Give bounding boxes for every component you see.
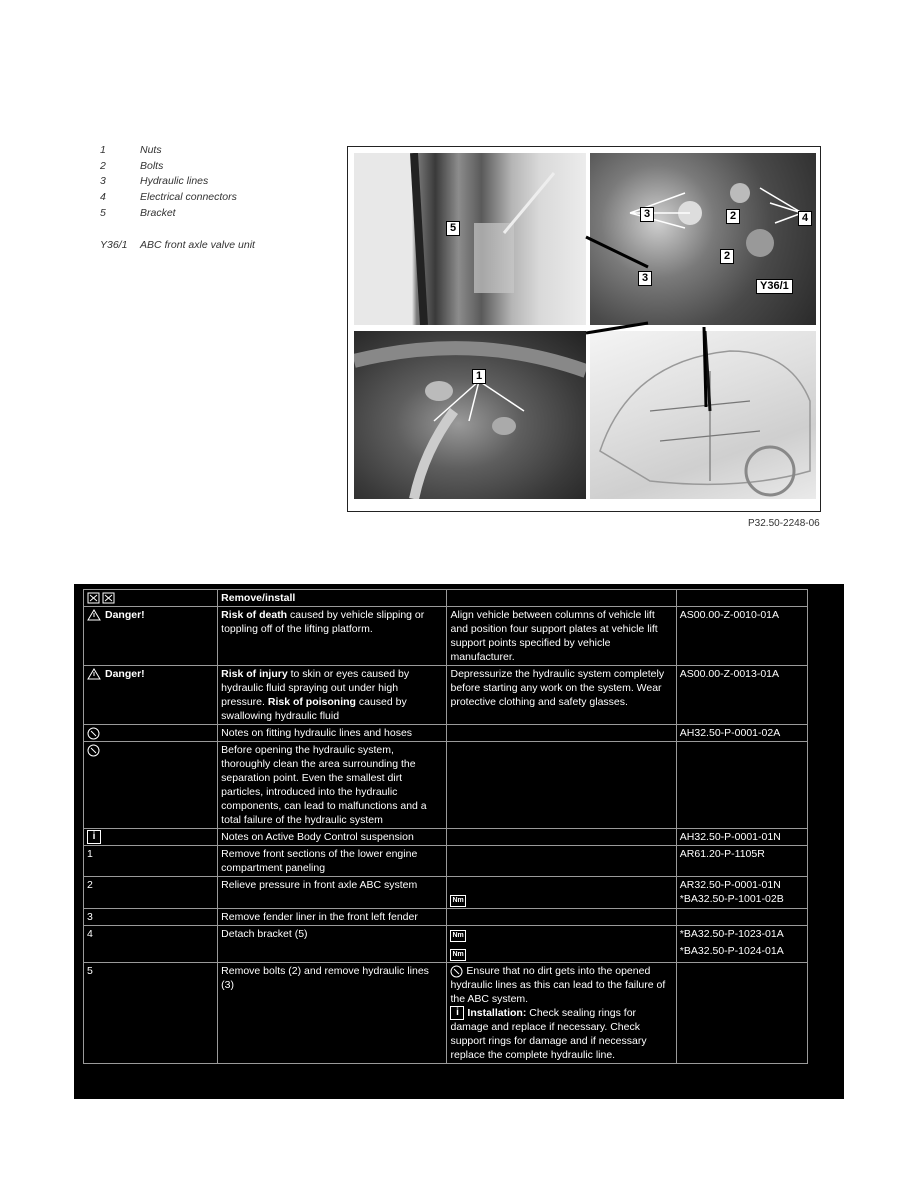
legend-item (100, 174, 255, 190)
step-text: Detach bracket (5) (218, 926, 447, 963)
risk-bold: Risk of injury (221, 668, 288, 680)
action-text: Depressurize the hydraulic system completely before starting any work on the system. Wear protective clothing and safety glasses. (447, 666, 676, 725)
reference-code[interactable]: *BA32.50-P-1001-02B (679, 893, 784, 906)
table-row (84, 926, 808, 963)
callout-y36-1: Y36/1 (756, 279, 793, 294)
legend-label: Hydraulic lines (140, 175, 209, 188)
torque-nm-icon: Nm (450, 949, 465, 961)
reference-code[interactable]: *BA32.50-P-1023-01A (679, 928, 784, 941)
note-text: Before opening the hydraulic system, thoroughly clean the area surrounding the separation point. Even the smallest dirt particles, introduced into the hydraulic components, can lead to malfunctions and a total failure of the hydraulic system (218, 742, 447, 829)
table-row (84, 666, 808, 725)
legend-item (100, 158, 255, 174)
torque-nm-icon: Nm (450, 930, 465, 942)
risk-bold: Risk of poisoning (267, 696, 356, 708)
table-row (84, 963, 808, 1064)
warning-icon (87, 668, 101, 680)
action-text: Check sealing rings for damage and replace if necessary. Check support rings for damage and if necessary replace the complete hydraulic line. (450, 1007, 647, 1062)
table-row (84, 846, 808, 877)
legend (100, 142, 255, 253)
reference-code[interactable]: AR32.50-P-0001-01N (679, 879, 781, 892)
step-number: 5 (84, 963, 218, 1064)
callout-2b: 2 (720, 249, 734, 264)
step-number: 3 (84, 909, 218, 926)
legend-item (100, 205, 255, 221)
figure-code: P32.50-2248-06 (748, 518, 820, 529)
risk-text: caused by swallowing hydraulic fluid (221, 696, 407, 722)
torque-nm-icon: Nm (450, 895, 465, 907)
legend-num: 4 (100, 191, 106, 204)
legend-num: 1 (100, 143, 106, 156)
note-circle-icon (87, 727, 100, 740)
figure-connector-lines (348, 147, 822, 513)
reference-code[interactable]: *BA32.50-P-1024-01A (679, 945, 784, 958)
note-circle-icon (450, 965, 463, 978)
action-text: Align vehicle between columns of vehicle lift and position four support plates at vehicle lift support points specified by vehicle manufacturer. (447, 607, 676, 666)
risk-text: caused by vehicle slipping or toppling off of the lifting platform. (221, 609, 425, 635)
step-text: Relieve pressure in front axle ABC system (218, 877, 447, 909)
step-number: 2 (84, 877, 218, 909)
warning-icon (87, 609, 101, 621)
remove-install-icon (87, 592, 115, 604)
legend-num: 5 (100, 207, 106, 220)
installation-label: Installation: (467, 1007, 527, 1020)
callout-4: 4 (798, 211, 812, 226)
figure (347, 146, 821, 512)
table-row (84, 909, 808, 926)
danger-label: Danger! (105, 668, 145, 680)
legend-item (100, 189, 255, 205)
callout-5: 5 (446, 221, 460, 236)
risk-bold: Risk of death (221, 609, 288, 621)
callout-3b: 3 (638, 271, 652, 286)
table-row (84, 742, 808, 829)
table-row (84, 829, 808, 846)
callout-1: 1 (472, 369, 486, 384)
legend-component (100, 237, 255, 253)
legend-label: Bolts (140, 159, 164, 172)
legend-label: Bracket (140, 207, 176, 220)
action-text: Ensure that no dirt gets into the opened hydraulic lines as this can lead to the failure of the ABC system. (450, 965, 666, 1006)
step-text: Remove fender liner in the front left fender (218, 909, 447, 926)
step-text: Remove front sections of the lower engine compartment paneling (218, 846, 447, 877)
legend-num: 3 (100, 175, 106, 188)
procedure-table (83, 589, 808, 1064)
legend-num: 2 (100, 159, 106, 172)
table-header-row (84, 590, 808, 607)
step-text: Remove bolts (2) and remove hydraulic lines (3) (218, 963, 447, 1064)
callout-3a: 3 (640, 207, 654, 222)
reference-code[interactable]: AR61.20-P-1105R (676, 846, 807, 877)
procedure-table-container (74, 584, 844, 1099)
risk-text: to skin or eyes caused by hydraulic fluid spraying out under high pressure. (221, 668, 410, 708)
reference-code: AS00.00-Z-0013-01A (676, 666, 807, 725)
legend-label: Electrical connectors (140, 191, 237, 204)
info-icon: i (87, 830, 101, 844)
note-text: Notes on Active Body Control suspension (218, 829, 447, 846)
callout-2a: 2 (726, 209, 740, 224)
note-text: Notes on fitting hydraulic lines and hoses (218, 725, 447, 742)
table-row (84, 607, 808, 666)
reference-code[interactable]: AH32.50-P-0001-02A (676, 725, 807, 742)
step-number: 1 (84, 846, 218, 877)
reference-code[interactable]: AH32.50-P-0001-01N (676, 829, 807, 846)
danger-label: Danger! (105, 609, 145, 621)
table-row (84, 725, 808, 742)
legend-item (100, 142, 255, 158)
table-row (84, 877, 808, 909)
step-number: 4 (84, 926, 218, 963)
component-label: ABC front axle valve unit (140, 238, 255, 251)
legend-label: Nuts (140, 143, 162, 156)
note-circle-icon (87, 744, 100, 757)
component-code: Y36/1 (100, 238, 128, 251)
reference-code: AS00.00-Z-0010-01A (676, 607, 807, 666)
info-icon: i (450, 1006, 464, 1020)
header-remove-install: Remove/install (218, 590, 447, 607)
